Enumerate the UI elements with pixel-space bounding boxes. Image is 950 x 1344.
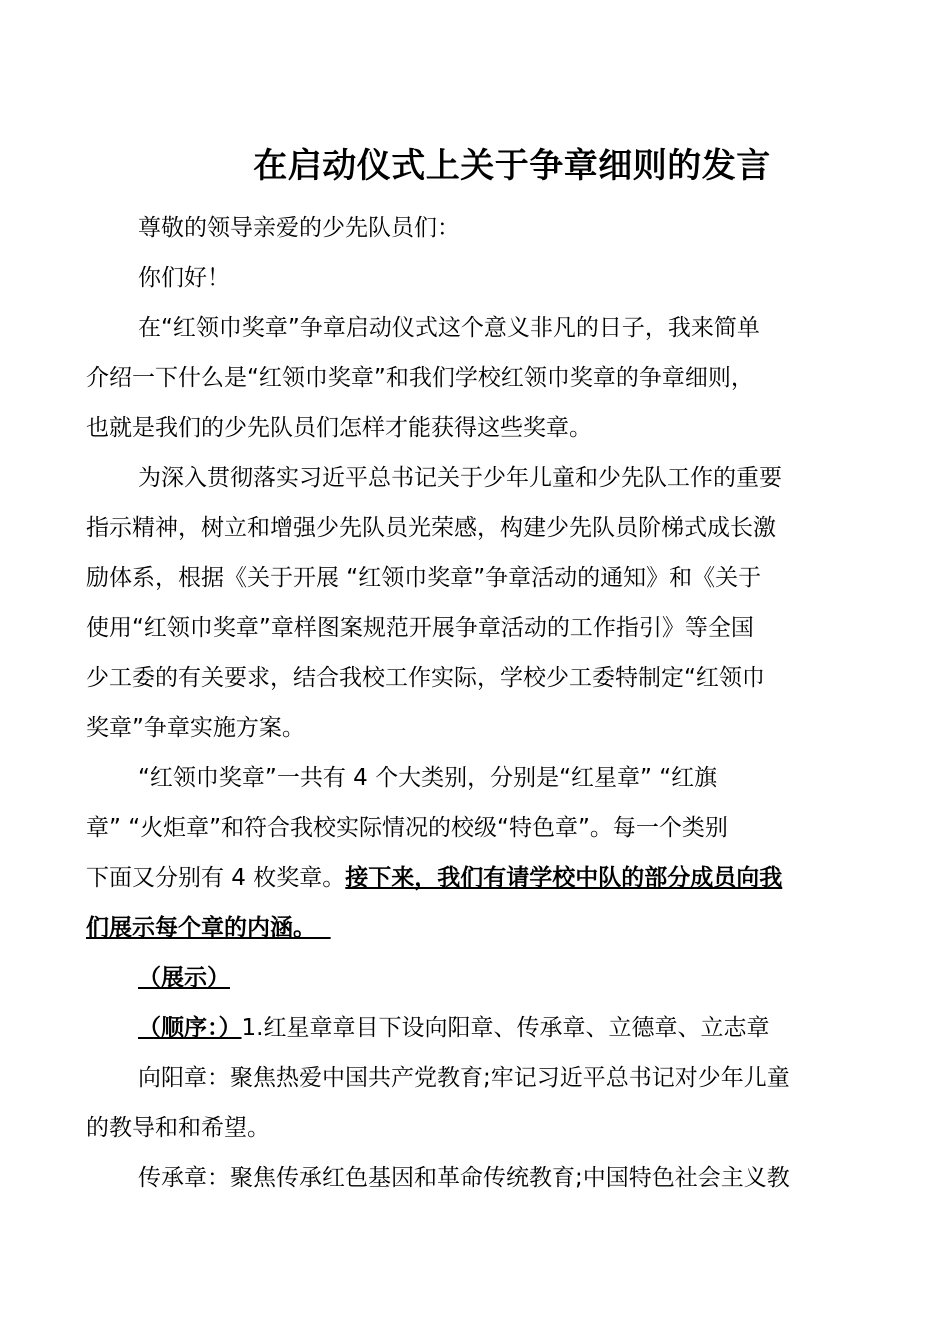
text-line: 奖章”争章实施方案。: [86, 715, 305, 741]
text-line: 少工委的有关要求，结合我校工作实际，学校少工委特制定“红领巾: [86, 665, 765, 691]
order-text: 1.红星章章目下设向阳章、传承章、立德章、立志章: [241, 1015, 770, 1041]
text-line: 励体系，根据《关于开展 “红领巾奖章”争章活动的通知》和《关于: [86, 565, 762, 591]
categories-paragraph: [86, 753, 866, 953]
text-line: [86, 903, 866, 953]
intro-paragraph: [86, 303, 866, 453]
text-line: 的教导和和希望。: [86, 1115, 270, 1141]
text-segment: 下面又分别有 4 枚奖章。: [86, 865, 346, 891]
hello-text: 你们好！: [138, 265, 230, 291]
show-label: （展示）: [138, 965, 230, 991]
underline-gap: [316, 915, 331, 941]
background-paragraph: [86, 453, 866, 753]
order-label: （顺序：）: [138, 1015, 242, 1041]
text-line: [86, 1003, 866, 1053]
text-line: 为深入贯彻落实习近平总书记关于少年儿童和少先队工作的重要: [138, 465, 782, 491]
order-paragraph: [86, 1003, 866, 1053]
greeting-paragraph: [86, 203, 866, 253]
text-line: 指示精神，树立和增强少先队员光荣感，构建少先队员阶梯式成长激: [86, 515, 776, 541]
xiangyang-paragraph: [86, 1053, 866, 1153]
show-paragraph: [86, 953, 866, 1003]
chuancheng-paragraph: [86, 1153, 866, 1203]
document-body: [86, 203, 866, 1203]
text-line: 使用“红领巾奖章”章样图案规范开展争章活动的工作指引》等全国: [86, 615, 754, 641]
document-title: 在启动仪式上关于争章细则的发言: [253, 146, 771, 186]
text-line: [86, 853, 866, 903]
text-line: 介绍一下什么是“红领巾奖章”和我们学校红领巾奖章的争章细则，: [86, 365, 754, 391]
emphasis-text: 接下来，我们有请学校中队的部分成员向我: [345, 865, 783, 891]
text-line: 也就是我们的少先队员们怎样才能获得这些奖章。: [86, 415, 592, 441]
text-line: “红领巾奖章”一共有 4 个大类别，分别是“红星章” “红旗: [138, 765, 718, 791]
text-line: [86, 953, 866, 1003]
greeting-text: 尊敬的领导亲爱的少先队员们：: [138, 215, 460, 241]
hello-paragraph: [86, 253, 866, 303]
text-line: 传承章：聚焦传承红色基因和革命传统教育;中国特色社会主义教: [138, 1165, 790, 1191]
emphasis-text: 们展示每个章的内涵。: [86, 915, 316, 941]
text-line: 向阳章：聚焦热爱中国共产党教育;牢记习近平总书记对少年儿童: [138, 1065, 790, 1091]
text-line: 在“红领巾奖章”争章启动仪式这个意义非凡的日子，我来简单: [138, 315, 760, 341]
text-line: 章” “火炬章”和符合我校实际情况的校级“特色章”。每一个类别: [86, 815, 728, 841]
